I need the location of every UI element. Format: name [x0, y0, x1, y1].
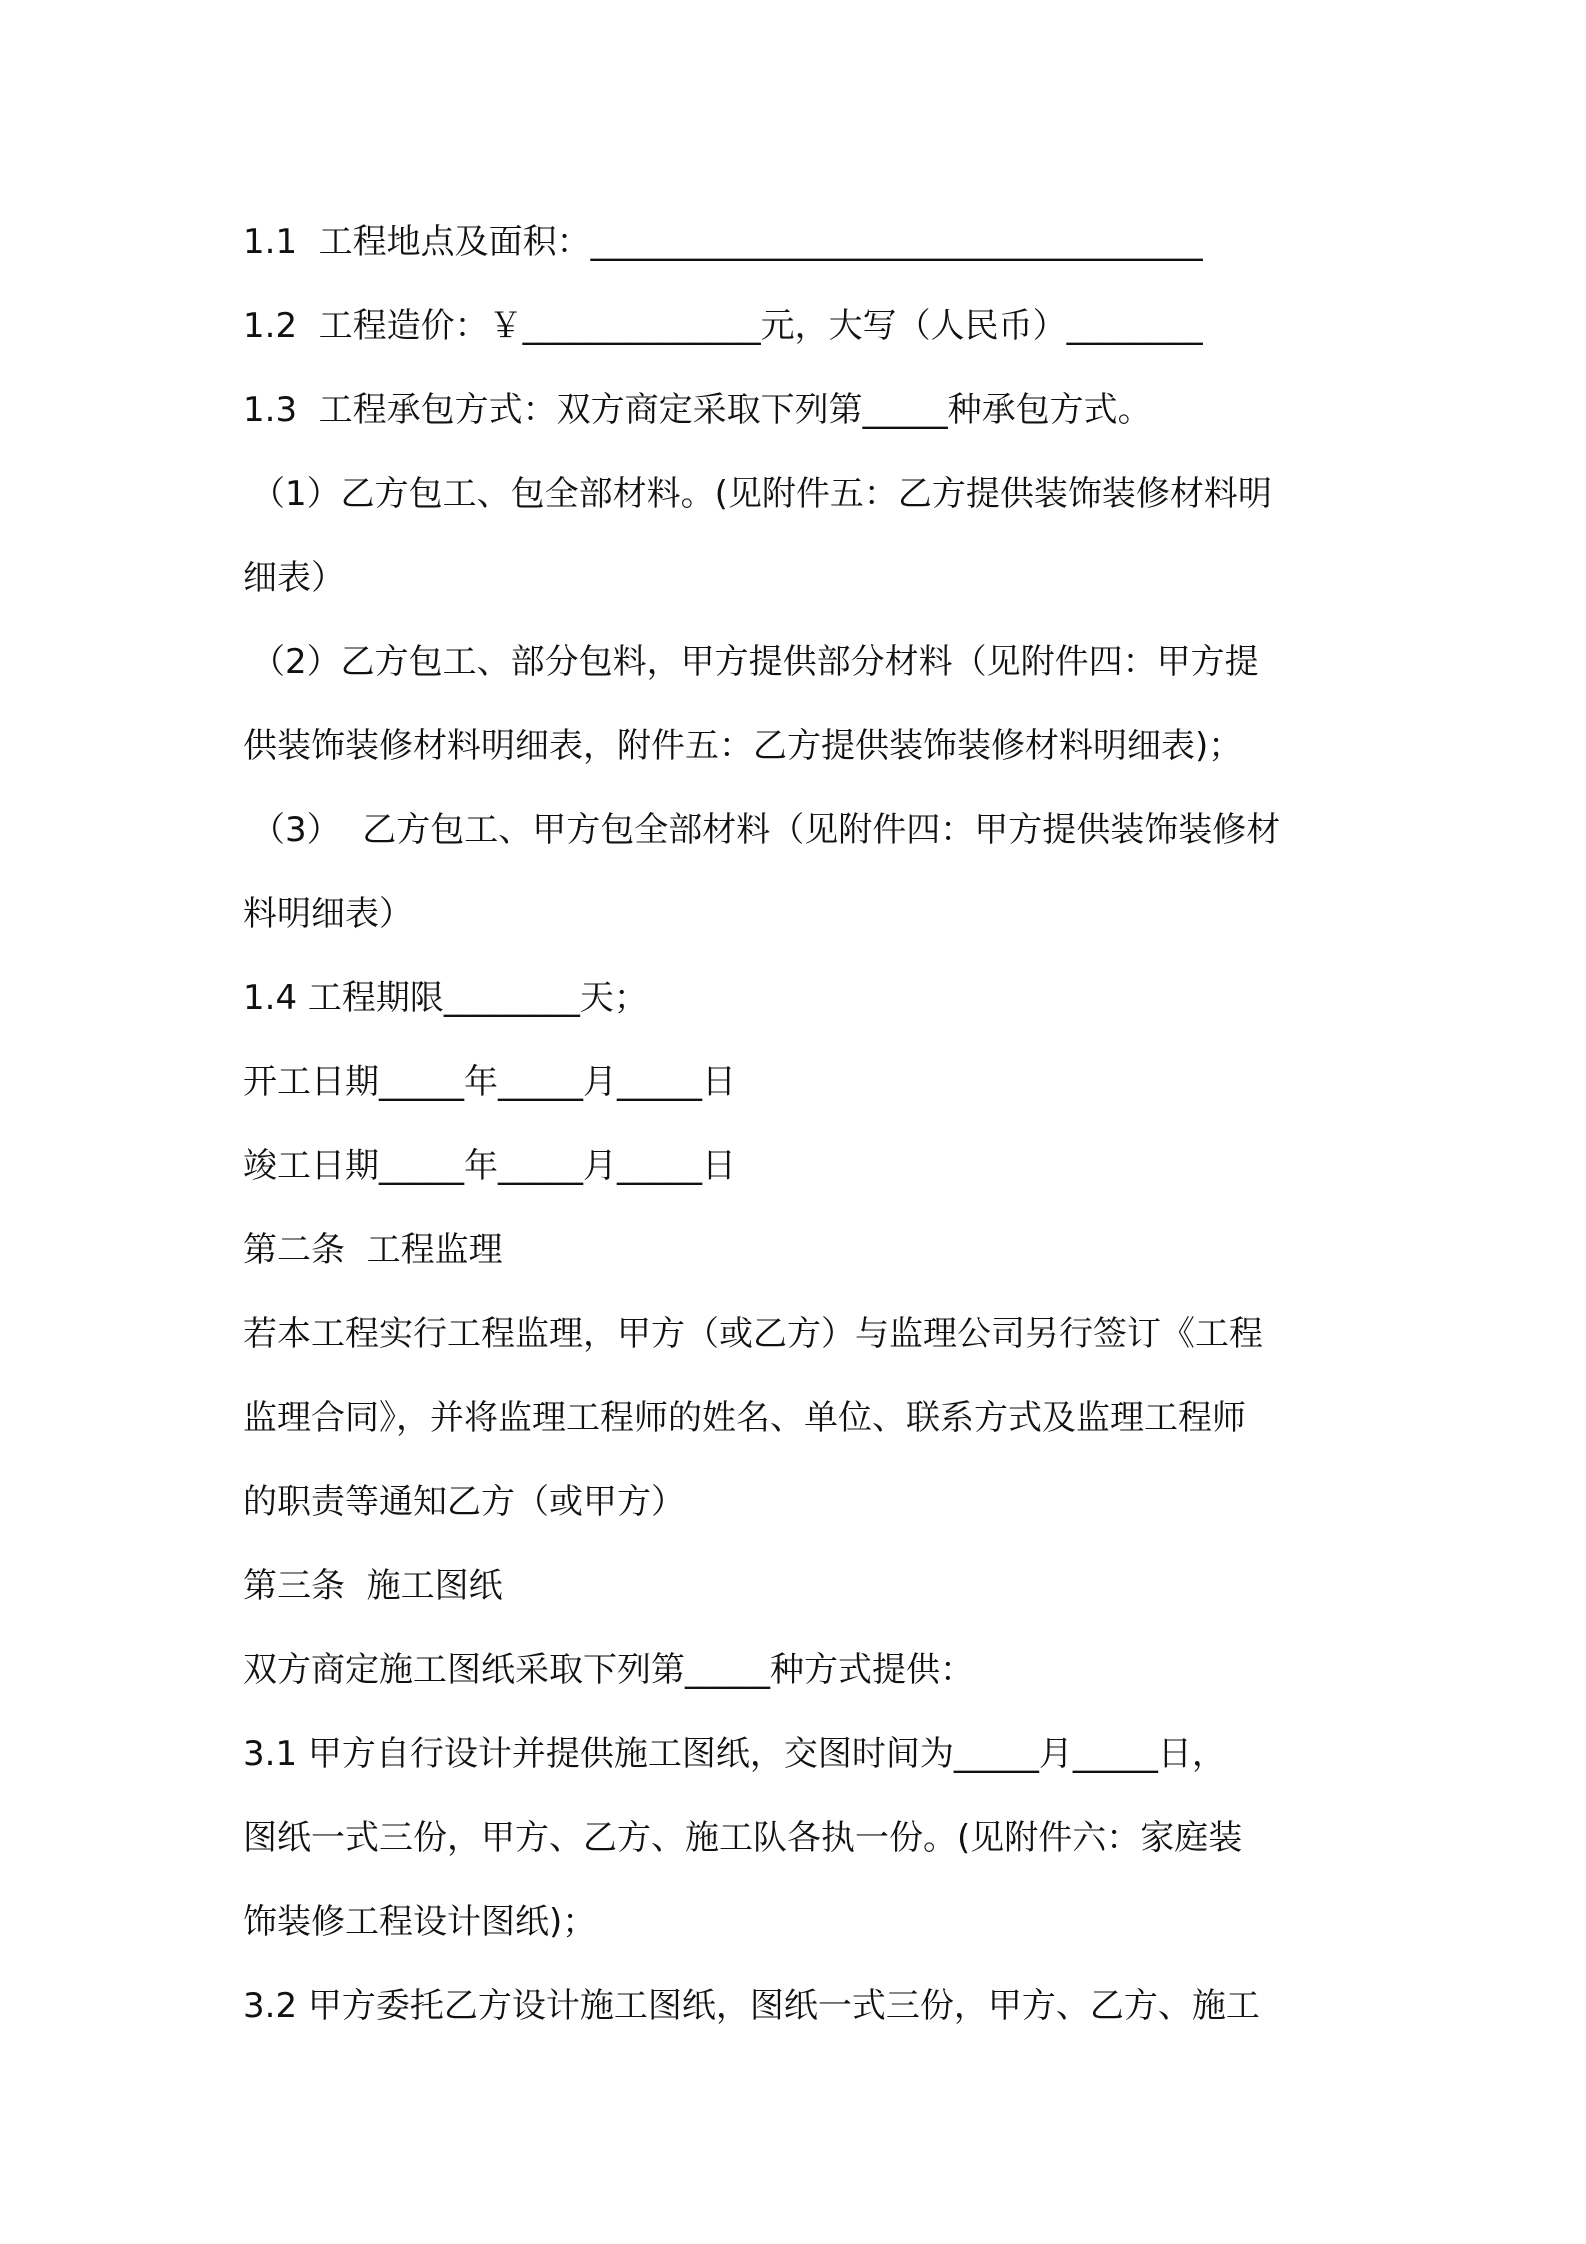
clause-1-1-location-area: 1.1 工程地点及面积：____________________________________ [243, 222, 1203, 262]
clause-3-1-line-2: 图纸一式三份，甲方、乙方、施工队各执一份。(见附件六：家庭装 [243, 1818, 1243, 1858]
clause-1-3-contract-method: 1.3 工程承包方式：双方商定采取下列第_____种承包方式。 [243, 390, 1152, 430]
option-2-line-2: 供装饰装修材料明细表，附件五：乙方提供装饰装修材料明细表)； [243, 726, 1243, 766]
option-3-line-1: （3） 乙方包工、甲方包全部材料（见附件四：甲方提供装饰装修材 [251, 810, 1281, 850]
article-2-line-3: 的职责等通知乙方（或甲方） [243, 1482, 685, 1522]
option-1-line-2: 细表） [243, 558, 345, 598]
option-2-line-1: （2）乙方包工、部分包料，甲方提供部分材料（见附件四：甲方提 [251, 642, 1259, 682]
document-body [243, 200, 1358, 2048]
article-2-line-2: 监理合同》，并将监理工程师的姓名、单位、联系方式及监理工程师 [243, 1398, 1246, 1438]
clause-1-2-cost: 1.2 工程造价：￥______________元，大写（人民币）________ [243, 306, 1203, 346]
clause-3-1-line-3: 饰装修工程设计图纸)； [243, 1902, 597, 1942]
start-date: 开工日期_____年_____月_____日 [243, 1062, 736, 1102]
option-1-line-1: （1）乙方包工、包全部材料。(见附件五：乙方提供装饰装修材料明 [251, 474, 1272, 514]
article-3-heading: 第三条 施工图纸 [243, 1566, 503, 1606]
article-3-intro: 双方商定施工图纸采取下列第_____种方式提供： [243, 1650, 974, 1690]
completion-date: 竣工日期_____年_____月_____日 [243, 1146, 736, 1186]
article-2-line-1: 若本工程实行工程监理，甲方（或乙方）与监理公司另行签订《工程 [243, 1314, 1263, 1354]
clause-1-4-duration: 1.4 工程期限________天； [243, 978, 648, 1018]
article-2-heading: 第二条 工程监理 [243, 1230, 503, 1270]
option-3-line-2: 料明细表） [243, 894, 413, 934]
clause-3-2-line-1: 3.2 甲方委托乙方设计施工图纸，图纸一式三份，甲方、乙方、施工 [243, 1986, 1260, 2026]
clause-3-1-line-1: 3.1 甲方自行设计并提供施工图纸，交图时间为_____月_____日， [243, 1734, 1226, 1774]
